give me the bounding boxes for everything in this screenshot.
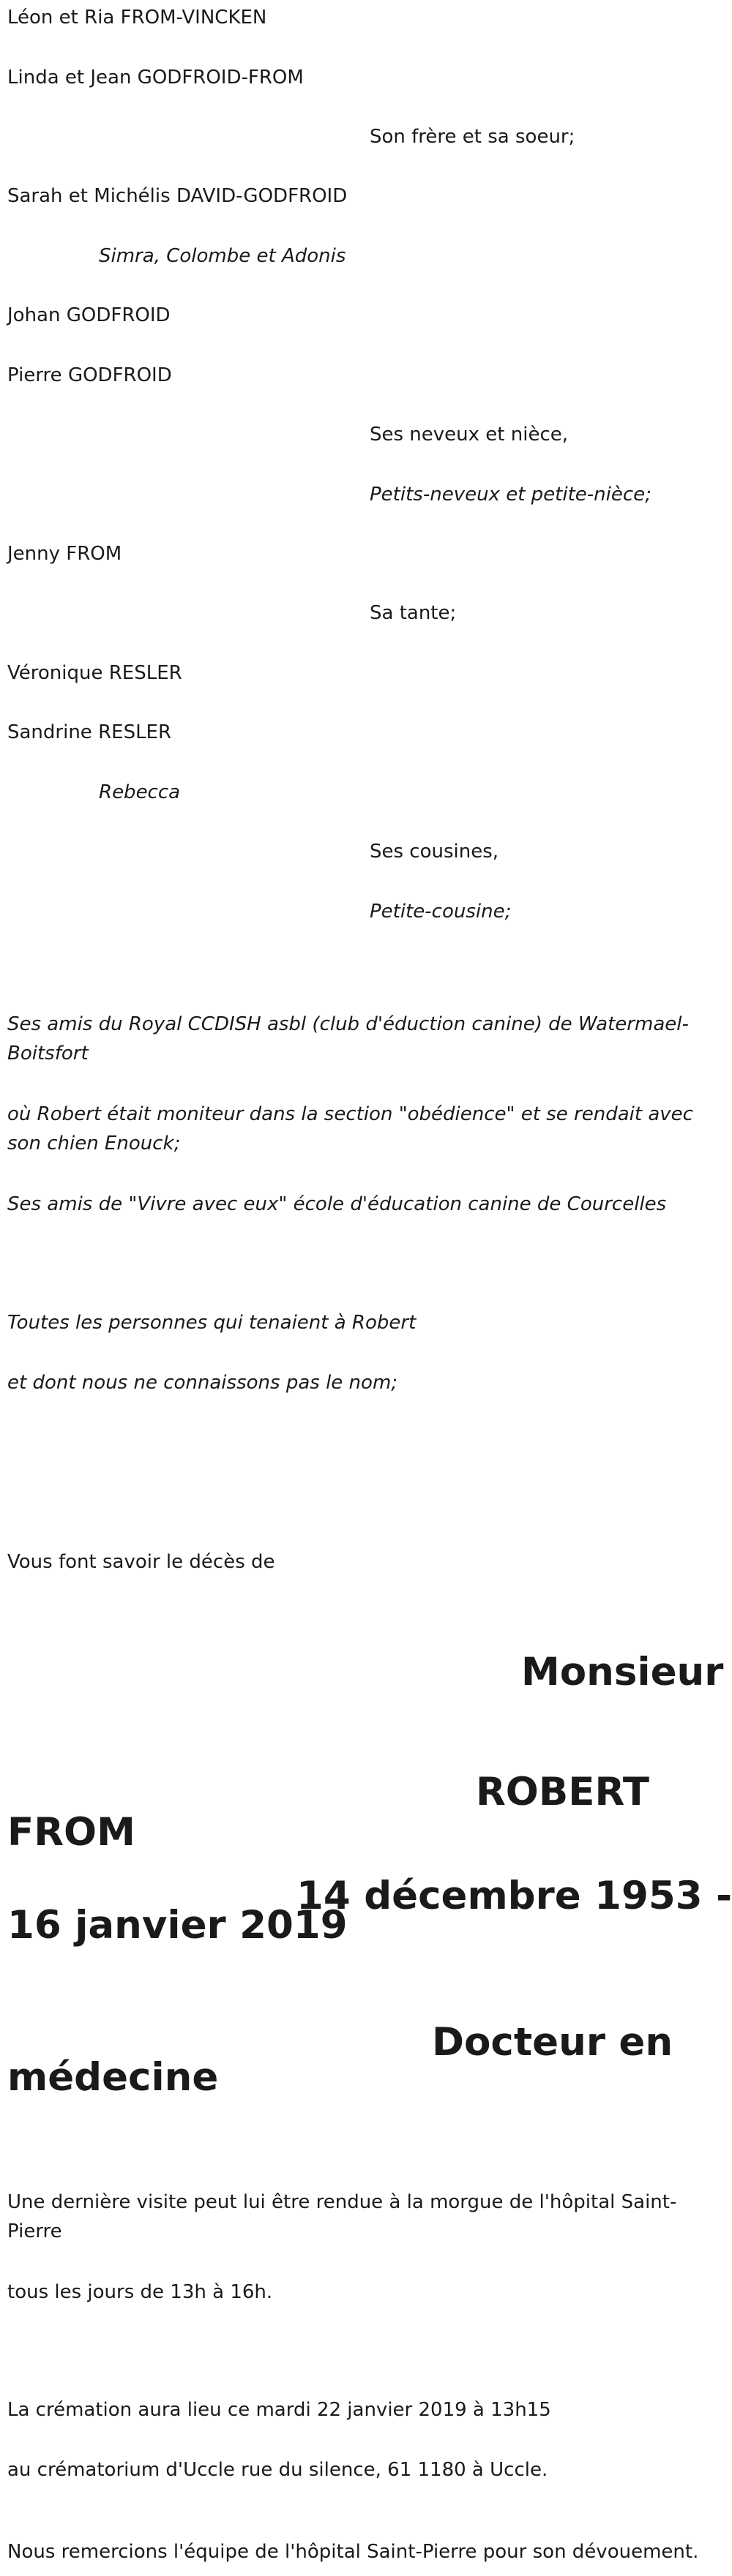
practical-paragraph: au crématorium d'Uccle rue du silence, 61 1180 à Uccle. xyxy=(7,2459,548,2481)
family-line: Rebecca xyxy=(99,781,181,803)
friends-paragraph: et dont nous ne connaissons pas le nom; xyxy=(7,1372,398,1394)
friends-paragraph: Ses amis de "Vivre avec eux" école d'éducation canine de Courcelles xyxy=(7,1193,667,1215)
profession-line: médecine xyxy=(7,2055,219,2100)
deceased-title: Monsieur xyxy=(521,1650,724,1694)
family-line: Linda et Jean GODFROID-FROM xyxy=(7,67,304,89)
practical-paragraph: Une dernière visite peut lui être rendue à la morgue de l'hôpital Saint-Pierre xyxy=(7,2191,677,2242)
family-line: Léon et Ria FROM-VINCKEN xyxy=(7,7,267,29)
relation-line: Petits-neveux et petite-nièce; xyxy=(370,484,651,506)
family-line: Johan GODFROID xyxy=(7,304,171,326)
family-line: Sarah et Michélis DAVID-GODFROID xyxy=(7,185,348,207)
deceased-lastname: FROM xyxy=(7,1810,135,1855)
death-date: 16 janvier 2019 xyxy=(7,1903,348,1948)
practical-paragraph: tous les jours de 13h à 16h. xyxy=(7,2281,273,2303)
relation-line: Ses cousines, xyxy=(370,841,499,863)
family-line: Pierre GODFROID xyxy=(7,364,172,386)
practical-paragraph: Nous remercions l'équipe de l'hôpital Saint-Pierre pour son dévouement. xyxy=(7,2541,699,2563)
relation-line: Son frère et sa soeur; xyxy=(370,126,575,148)
family-line: Jenny FROM xyxy=(7,543,122,565)
relation-line: Sa tante; xyxy=(370,602,457,624)
family-line: Simra, Colombe et Adonis xyxy=(99,245,346,267)
relation-line: Petite-cousine; xyxy=(370,901,512,923)
relation-line: Ses neveux et nièce, xyxy=(370,424,569,446)
birth-date: 14 décembre 1953 - xyxy=(296,1874,732,1918)
family-line: Véronique RESLER xyxy=(7,662,182,684)
friends-paragraph: où Robert était moniteur dans la section "obédience" et se rendait avec son chien Enouck; xyxy=(7,1103,693,1154)
announcement-intro: Vous font savoir le décès de xyxy=(7,1551,275,1573)
family-line: Sandrine RESLER xyxy=(7,721,172,743)
friends-paragraph: Ses amis du Royal CCDISH asbl (club d'éduction canine) de Watermael-Boitsfort xyxy=(7,1013,689,1064)
deceased-firstname: ROBERT xyxy=(476,1770,650,1814)
friends-paragraph: Toutes les personnes qui tenaient à Robert xyxy=(7,1312,417,1334)
practical-paragraph: La crémation aura lieu ce mardi 22 janvier 2019 à 13h15 xyxy=(7,2399,551,2421)
profession-line: Docteur en xyxy=(432,2020,673,2065)
